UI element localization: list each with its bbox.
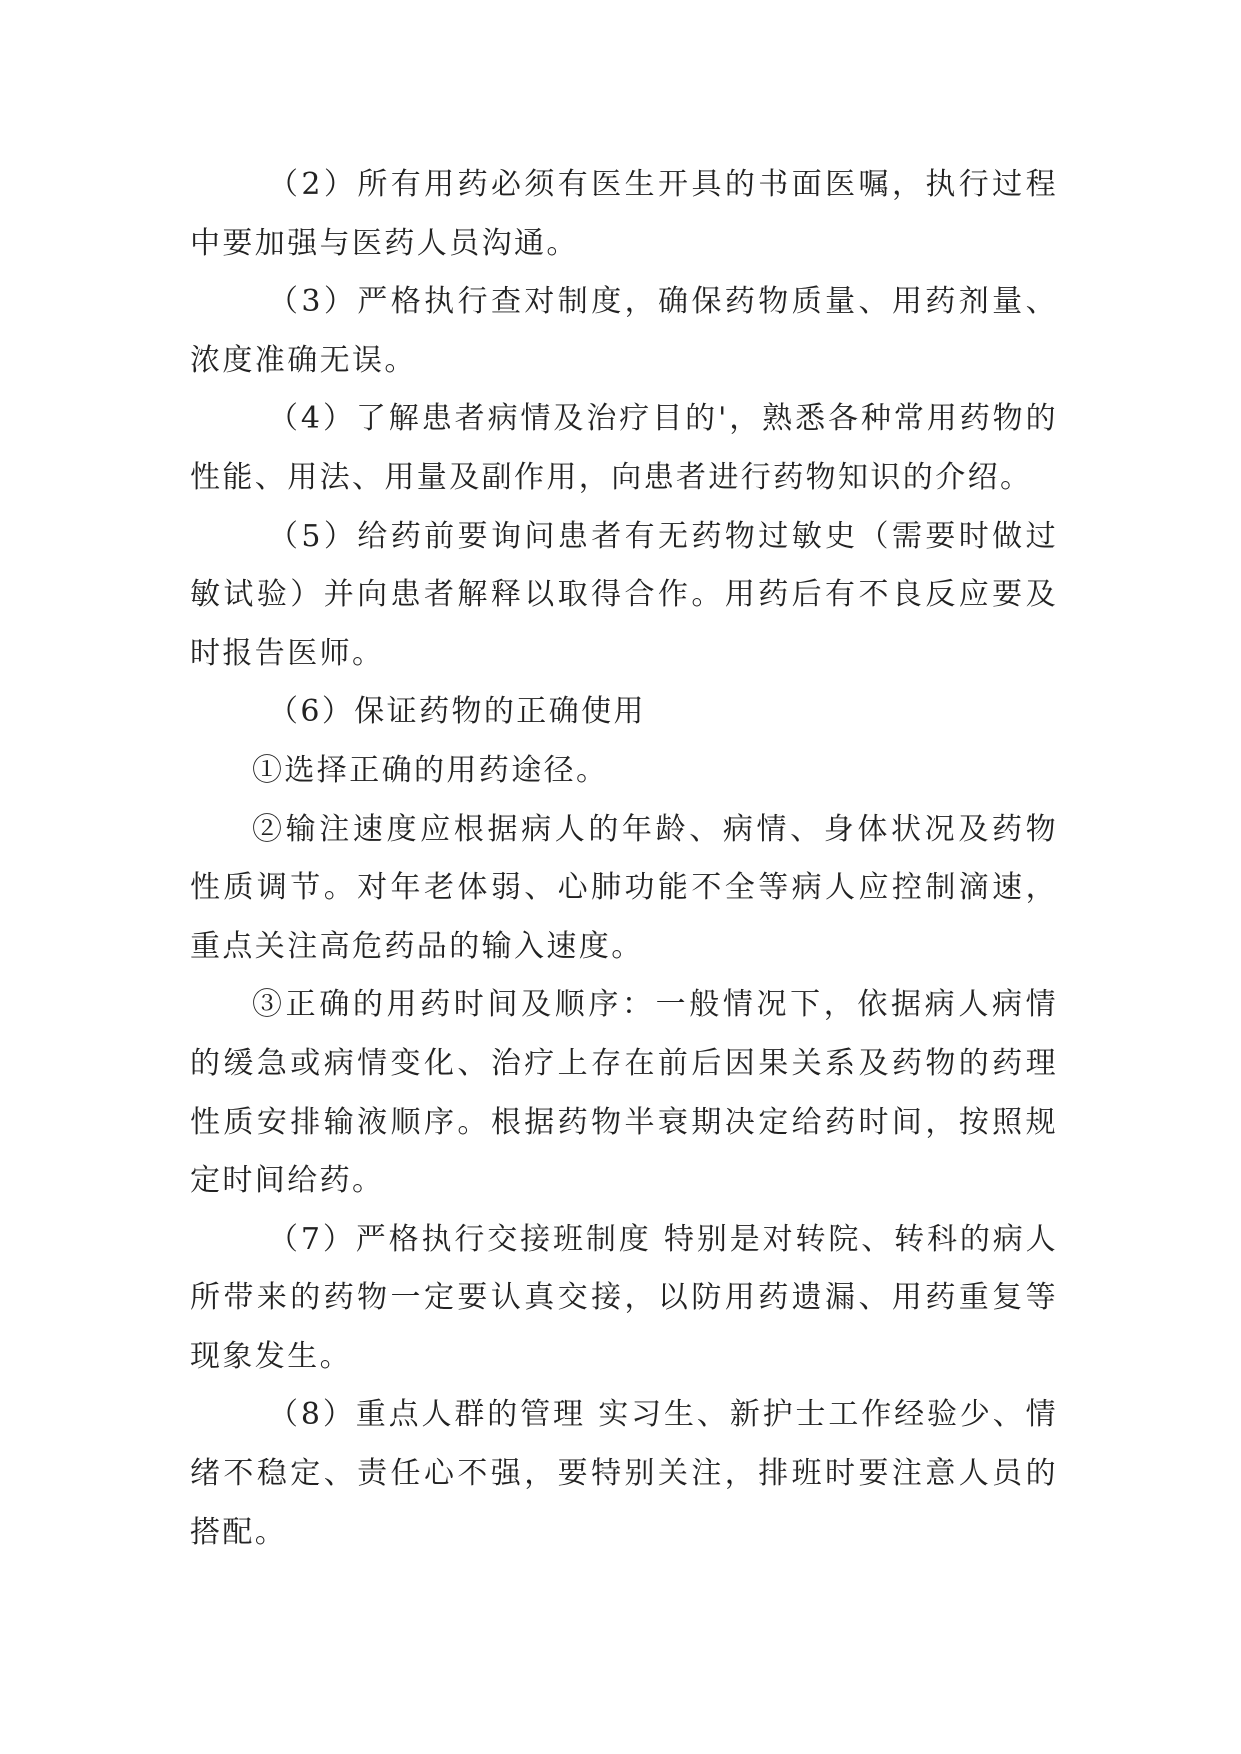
paragraph-6: （6）保证药物的正确使用	[268, 694, 646, 730]
paragraph-6-item-2: ②输注速度应根据病人的年龄、病情、身体状况及药物性质调节。对年老体弱、心肺功能不全等病人应控制滴速，重点关注高危药品的输入速度。	[190, 811, 1058, 964]
paragraph-2: （2）所有用药必须有医生开具的书面医嘱，执行过程中要加强与医药人员沟通。	[190, 167, 1058, 261]
paragraph-5: （5）给药前要询问患者有无药物过敏史（需要时做过敏试验）并向患者解释以取得合作。用药后有不良反应要及时报告医师。	[190, 518, 1058, 671]
paragraph-6-item-1: ①选择正确的用药途径。	[252, 752, 609, 788]
paragraph-7: （7）严格执行交接班制度 特别是对转院、转科的病人所带来的药物一定要认真交接，以防用药遗漏、用药重复等现象发生。	[190, 1221, 1058, 1374]
paragraph-8: （8）重点人群的管理 实习生、新护士工作经验少、情绪不稳定、责任心不强，要特别关注，排班时要注意人员的搭配。	[190, 1397, 1058, 1550]
paragraph-4: （4）了解患者病情及治疗目的'，熟悉各种常用药物的性能、用法、用量及副作用，向患者进行药物知识的介绍。	[190, 401, 1058, 495]
paragraph-6-item-3: ③正确的用药时间及顺序：一般情况下，依据病人病情的缓急或病情变化、治疗上存在前后因果关系及药物的药理性质安排输液顺序。根据药物半衰期决定给药时间，按照规定时间给药。	[190, 987, 1058, 1199]
document-body	[190, 156, 1058, 1562]
paragraph-3: （3）严格执行查对制度，确保药物质量、用药剂量、浓度准确无误。	[190, 284, 1058, 378]
